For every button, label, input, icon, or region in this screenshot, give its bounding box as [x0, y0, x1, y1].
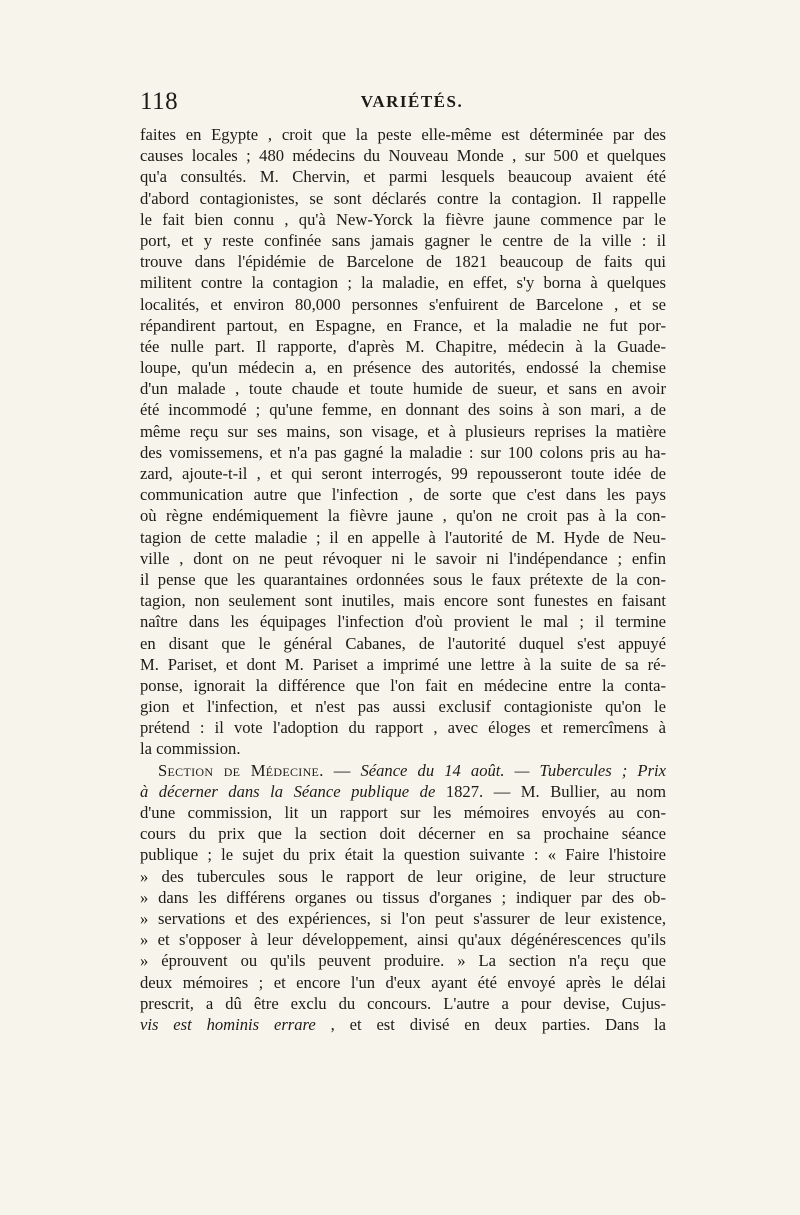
text-line: la commission. — [140, 739, 241, 759]
text-line: tagion, non seulement sont inutiles, mais encore sont funestes en faisant — [140, 591, 666, 611]
text-line: cours du prix que la section doit décerner en sa prochaine séance — [140, 824, 666, 844]
text-line: deux mémoires ; et encore l'un d'eux ayant été envoyé après le délai — [140, 972, 666, 992]
text-line: » éprouvent ou qu'ils peuvent produire. » La section n'a reçu que — [140, 951, 666, 971]
body-text — [140, 124, 666, 1035]
text-line: même reçu sur ses mains, son visage, et à plusieurs reprises la matière — [140, 421, 666, 441]
text-line: » des tubercules sous le rapport de leur origine, de leur structure — [140, 866, 666, 886]
session-title: Séance du 14 août. — Tubercules ; Prix — [360, 760, 666, 780]
text-line: répandirent partout, en Espagne, en France, et la maladie ne fut por- — [140, 315, 666, 335]
text-line: qu'a consultés. M. Chervin, et parmi lesquels beaucoup avaient été — [140, 167, 666, 187]
text-line: d'abord contagionistes, se sont déclarés contre la contagion. Il rappelle — [140, 188, 666, 208]
text-line: en disant que le général Cabanes, de l'autorité duquel s'est appuyé — [140, 633, 666, 653]
text-line: » servations et des expériences, si l'on peut s'assurer de leur existence, — [140, 908, 666, 928]
text-line: tagion de cette maladie ; il en appelle à l'autorité de M. Hyde de Neu- — [140, 527, 666, 547]
text-line: port, et y reste confinée sans jamais gagner le centre de la ville : il — [140, 230, 666, 250]
text-line: ponse, ignorait la différence que l'on fait en médecine entre la conta- — [140, 675, 666, 695]
section-heading: Section de Médecine. — [158, 760, 324, 780]
text-line: vis est hominis errare , et est divisé en deux parties. Dans la — [140, 1014, 666, 1034]
page-number: 118 — [140, 88, 179, 115]
text-line: zard, ajoute-t-il , et qui seront interrogés, 99 repousseront toute idée de — [140, 464, 666, 483]
text-line: » et s'opposer à leur développement, ainsi qu'aux dégénérescences qu'ils — [140, 930, 666, 950]
text-line: prescrit, a dû être exclu du concours. L'autre a pour devise, Cujus- — [140, 993, 666, 1013]
text-line: communication autre que l'infection , de sorte que c'est dans les pays — [140, 485, 666, 505]
text-line: d'un malade , toute chaude et toute humide de sueur, et sans en avoir — [140, 379, 666, 399]
text-line: d'une commission, lit un rapport sur les mémoires envoyés au con- — [140, 803, 666, 822]
text-line: trouve dans l'épidémie de Barcelone de 1821 beaucoup de faits qui — [140, 252, 666, 272]
section-heading-line — [140, 760, 666, 781]
italic-phrase: vis est hominis errare — [140, 1014, 316, 1034]
text-line: il pense que les quarantaines ordonnées sous le faux prétexte de la con- — [140, 569, 666, 589]
section-heading-dash: — — [323, 760, 361, 780]
text-line: publique ; le sujet du prix était la question suivante : « Faire l'histoire — [140, 845, 666, 865]
text-line: loupe, qu'un médecin a, en présence des autorités, endossé la chemise — [140, 358, 666, 378]
italic-phrase: à décerner dans la Séance publique de — [140, 781, 436, 801]
text-line: militent contre la contagion ; la maladie, en effet, s'y borna à quelques — [140, 273, 666, 293]
text-line: tée nulle part. Il rapporte, d'après M. Chapitre, médecin à la Guade- — [140, 336, 666, 356]
text-line: gion et l'infection, et n'est pas aussi exclusif contagioniste qu'on le — [140, 697, 666, 717]
text-line: naître dans les équipages l'infection d'où provient le mal ; il termine — [140, 612, 666, 632]
text-line: » dans les différens organes ou tissus d'organes ; indiquer par des ob- — [140, 887, 666, 907]
text-line: localités, et environ 80,000 personnes s'enfuirent de Barcelone , et se — [140, 294, 666, 314]
running-title: VARIÉTÉS. — [360, 92, 464, 111]
paragraph-continuation — [140, 124, 666, 760]
running-head — [140, 88, 666, 118]
text-line: où règne endémiquement la fièvre jaune , qu'on ne croit pas à la con- — [140, 506, 666, 526]
text-line: le fait bien connu , qu'à New-Yorck la fièvre jaune commence par le — [140, 209, 666, 229]
paragraph-prize-report — [140, 781, 666, 1035]
text-line: causes locales ; 480 médecins du Nouveau Monde , sur 500 et quelques — [140, 146, 666, 166]
text-line: été incommodé ; qu'une femme, en donnant des soins à son mari, a de — [140, 400, 666, 420]
text-line: faites en Egypte , croit que la peste elle-même est déterminée par des — [140, 125, 666, 144]
text-line: ville , dont on ne peut révoquer ni le savoir ni l'indépendance ; enfin — [140, 548, 666, 568]
text-line: M. Pariset, et dont M. Pariset a imprimé une lettre à la suite de sa ré- — [140, 654, 666, 674]
text-line: à décerner dans la Séance publique de 1827. — M. Bullier, au nom — [140, 781, 666, 801]
text-line: des vomissemens, et n'a pas gagné la maladie : sur 100 colons pris au ha- — [140, 442, 666, 462]
text-line: prétend : il vote l'adoption du rapport , avec éloges et remercîmens à — [140, 718, 666, 738]
